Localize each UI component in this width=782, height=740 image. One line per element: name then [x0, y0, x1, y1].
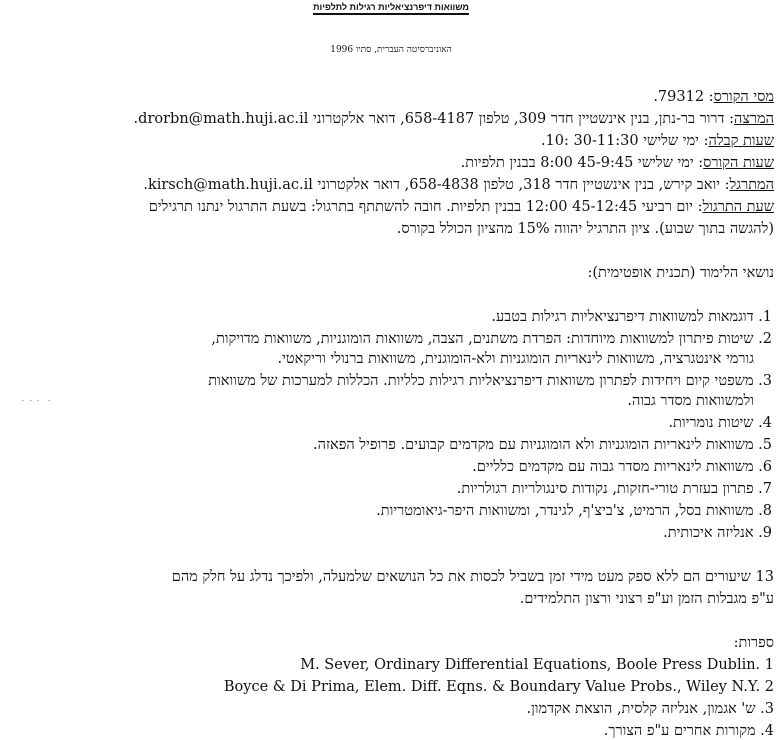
book-item: M. Sever, Ordinary Differential Equations, Boole Press Dublin. 1 — [300, 657, 774, 673]
university-subtitle: האוניברסיטה העברית, סתיו 1996 — [330, 45, 452, 55]
lesson-note-line: 13 שיעורים הם ללא ספק מעט מידי זמן בשביל לכסות את כל הנושאים שלמעלה, ולפיכך נדלג על חלק מהם — [171, 569, 774, 585]
lecturer-value: : דרור בר-נתן, בנין אינשטיין חדר 309, טלפון 658-4187, דואר אלקטרוני drorbn@math.huji.ac.il. — [133, 111, 734, 127]
book-item: 3. ש' אגמון, אנליזה קלסית, הוצאת אקדמון. — [526, 701, 774, 717]
lecturer-label: המרצה — [734, 111, 774, 127]
topic-item-continuation: ולמשוואות מסדר גבוה. — [627, 393, 754, 409]
topic-item: 8. משוואות בסל, הרמיט, צ'ביצ'ף, לגינדר, ומשוואות היפר-גיאומטריות. — [376, 503, 772, 519]
scan-noise — [22, 400, 52, 403]
topic-item-continuation: גורמי אינטגרציה, משוואות לינאריות הומוגניות ולא-הומוגנית, משוואות ברנולי וריקאטי. — [277, 351, 754, 367]
topic-item: 5. משוואות לינאריות הומוגניות ולא הומוגניות עם מקדמים קבועים. פרופיל הפאזה. — [313, 437, 772, 453]
tutorial-value: : יום רביעי 45-12:45 12:00 בבנין תלפיות. חובה להשתתף בתרגול: בשעת התרגול ינתנו תרגילים — [148, 199, 703, 215]
topic-item: 9. אנליזה איכותית. — [663, 525, 772, 541]
topic-item: 6. משוואות לינאריות מסדר גבוה עם מקדמים כלליים. — [472, 459, 772, 475]
topic-item: 7. פתרון בעזרת טורי-חזקות, נקודות סינגולריות רגולריות. — [456, 481, 772, 497]
office-hours-label: שעות קבלה — [708, 133, 774, 149]
course-number-line — [653, 88, 774, 106]
course-number-value: : 79312. — [653, 89, 714, 105]
book-item: 4. מקורות אחרים ע"פ הצורך. — [603, 723, 774, 739]
topic-item: 4. שיטות נומריות. — [668, 415, 772, 431]
ta-line — [143, 176, 774, 194]
course-hours-line — [461, 154, 774, 172]
ta-label: המתרגל — [729, 177, 774, 193]
book-item: Boyce & Di Prima, Elem. Diff. Eqns. & Boundary Value Probs., Wiley N.Y. 2 — [223, 679, 774, 695]
topic-item: 2. שיטות פיתרון למשוואות מיוחדות: הפרדת משתנים, הצבה, משוואות הומוגניות, משוואות מדויקות, — [211, 331, 772, 347]
topic-item: 1. דוגמאות למשוואות דיפרנציאליות רגילות בטבע. — [491, 309, 772, 325]
tutorial-line-2: (להגשה בתוך שבוע). ציון התרגיל יהווה 15% מהציון הכולל בקורס. — [396, 221, 774, 237]
office-hours-line — [541, 132, 774, 150]
tutorial-line — [149, 198, 774, 216]
ta-value: : יואב קירש, בנין אינשטיין חדר 318, טלפון 658-4838, דואר אלקטרוני kirsch@math.huji.ac.il. — [143, 177, 730, 193]
page-title: משוואות דיפרנציאליות רגילות לתלפיות — [313, 2, 469, 12]
course-hours-value: : ימי שלישי 45-9:45 8:00 בבנין תלפיות. — [460, 155, 704, 171]
topics-heading: נושאי הלימוד (תכנית אופטימית): — [587, 265, 774, 281]
course-number-label: מסי הקורס — [713, 89, 774, 105]
books-heading: ספרות: — [733, 635, 774, 651]
lesson-note-line: ע"פ מגבלות הזמן וע"פ רצוני ורצון התלמידים. — [519, 591, 774, 607]
lecturer-line — [134, 110, 774, 128]
office-hours-value: : ימי שלישי 30-11:30 :10. — [540, 133, 709, 149]
tutorial-label: שעת התרגול — [702, 199, 774, 215]
topic-item: 3. משפטי קיום ויחידות לפתרון משוואות דיפרנציאליות רגילות כלליות. הכללות למערכות של משוואות — [208, 373, 772, 389]
course-hours-label: שעות הקורס — [703, 155, 774, 171]
